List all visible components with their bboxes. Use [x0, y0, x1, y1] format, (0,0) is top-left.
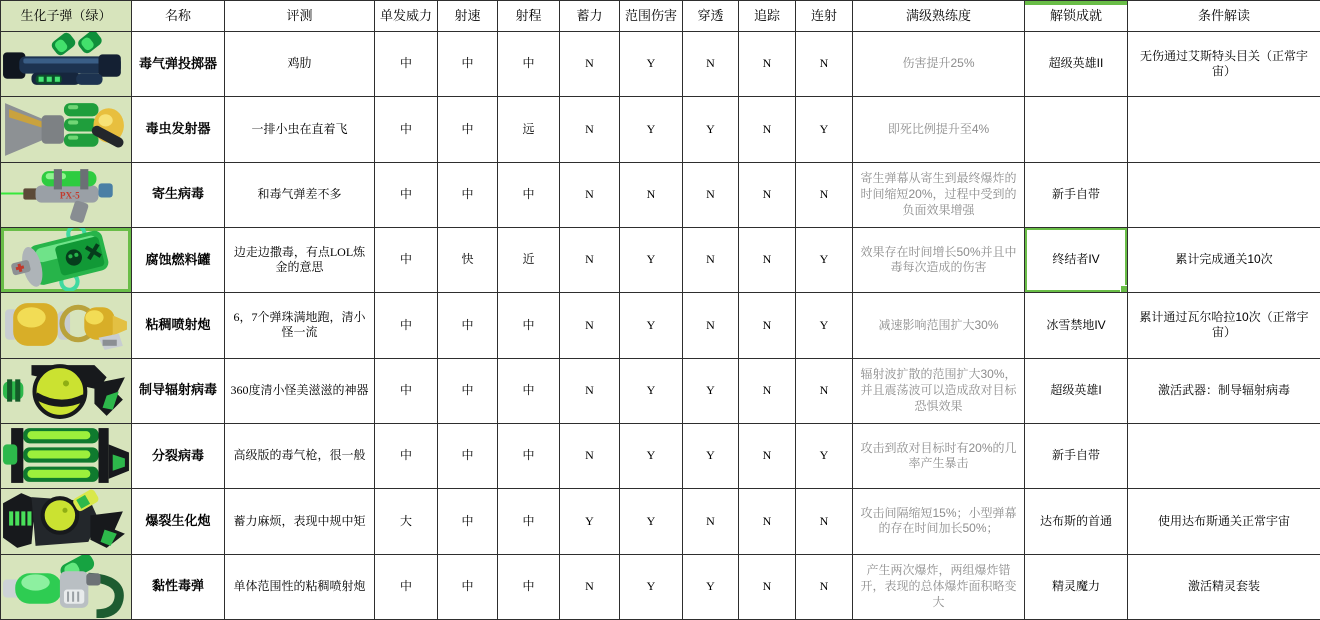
- charge-cell[interactable]: N: [560, 554, 620, 619]
- burst-cell[interactable]: Y: [796, 227, 853, 292]
- weapon-name-cell[interactable]: 寄生病毒: [132, 162, 225, 227]
- fire-rate-cell[interactable]: 中: [438, 358, 498, 423]
- proficiency-cell[interactable]: 辐射波扩散的范围扩大30%，并且震荡波可以造成敌对目标恐惧效果: [853, 358, 1025, 423]
- weapon-review-cell[interactable]: 和毒气弹差不多: [225, 162, 375, 227]
- power-cell[interactable]: 中: [375, 423, 438, 488]
- power-cell[interactable]: 中: [375, 554, 438, 619]
- achievement-cell[interactable]: 超级英雄II: [1025, 32, 1128, 97]
- condition-cell[interactable]: 累计通过瓦尔哈拉10次（正常宇宙）: [1128, 293, 1320, 358]
- pierce-cell[interactable]: N: [683, 227, 739, 292]
- weapon-name-cell[interactable]: 爆裂生化炮: [132, 489, 225, 554]
- table-row: [1, 293, 1320, 358]
- table-row: [1, 554, 1320, 619]
- pierce-cell[interactable]: N: [683, 489, 739, 554]
- gas-bomb-launcher-icon: [1, 32, 131, 96]
- bug-launcher-icon: [1, 97, 131, 161]
- weapon-image-cell[interactable]: [1, 489, 132, 554]
- burst-cell[interactable]: N: [796, 32, 853, 97]
- weapon-image-cell[interactable]: [1, 227, 132, 292]
- col-header-name[interactable]: 名称: [132, 1, 225, 32]
- table-row: [1, 358, 1320, 423]
- fire-rate-cell[interactable]: 中: [438, 293, 498, 358]
- col-header-aoe[interactable]: 范围伤害: [620, 1, 683, 32]
- weapon-review-cell[interactable]: 6，7个弹珠满地跑，清小怪一流: [225, 293, 375, 358]
- weapon-image-cell[interactable]: [1, 554, 132, 619]
- weapon-review-cell[interactable]: 边走边撒毒，有点LOL炼金的意思: [225, 227, 375, 292]
- burst-cell[interactable]: N: [796, 554, 853, 619]
- pierce-cell[interactable]: Y: [683, 423, 739, 488]
- svg-text:PX-5: PX-5: [59, 190, 80, 201]
- achievement-cell[interactable]: 冰雪禁地IV: [1025, 293, 1128, 358]
- fire-rate-cell[interactable]: 中: [438, 97, 498, 162]
- weapon-review-cell[interactable]: 一排小虫在直着飞: [225, 97, 375, 162]
- table-header-row: [1, 1, 1320, 32]
- col-header-proficiency[interactable]: 满级熟练度: [853, 1, 1025, 32]
- proficiency-cell[interactable]: 产生两次爆炸，两组爆炸错开，表现的总体爆炸面积略变大: [853, 554, 1025, 619]
- weapon-name-cell[interactable]: 黏性毒弹: [132, 554, 225, 619]
- weapon-image-cell[interactable]: [1, 293, 132, 358]
- proficiency-cell[interactable]: 效果存在时间增长50%并且中毒每次造成的伤害: [853, 227, 1025, 292]
- range-cell[interactable]: 近: [498, 227, 560, 292]
- col-header-charge[interactable]: 蓄力: [560, 1, 620, 32]
- track-cell[interactable]: N: [739, 554, 796, 619]
- proficiency-cell[interactable]: 即死比例提升至4%: [853, 97, 1025, 162]
- pierce-cell[interactable]: Y: [683, 97, 739, 162]
- sticky-spray-cannon-icon: [1, 293, 131, 357]
- track-cell[interactable]: N: [739, 293, 796, 358]
- achievement-cell[interactable]: 终结者IV: [1025, 227, 1128, 292]
- weapon-image-cell[interactable]: [1, 423, 132, 488]
- power-cell[interactable]: 中: [375, 227, 438, 292]
- power-cell[interactable]: 中: [375, 97, 438, 162]
- track-cell[interactable]: N: [739, 227, 796, 292]
- fire-rate-cell[interactable]: 中: [438, 489, 498, 554]
- track-cell[interactable]: N: [739, 162, 796, 227]
- track-cell[interactable]: N: [739, 97, 796, 162]
- weapon-name-cell[interactable]: 毒气弹投掷器: [132, 32, 225, 97]
- aoe-cell[interactable]: Y: [620, 358, 683, 423]
- condition-cell[interactable]: [1128, 162, 1320, 227]
- pierce-cell[interactable]: N: [683, 32, 739, 97]
- parasite-virus-icon: [1, 163, 131, 227]
- weapon-name-cell[interactable]: 分裂病毒: [132, 423, 225, 488]
- aoe-cell[interactable]: Y: [620, 489, 683, 554]
- achievement-cell[interactable]: 超级英雄I: [1025, 358, 1128, 423]
- condition-cell[interactable]: 累计完成通关10次: [1128, 227, 1320, 292]
- burst-cell[interactable]: N: [796, 162, 853, 227]
- condition-cell[interactable]: 无伤通过艾斯特头目关（正常宇宙）: [1128, 32, 1320, 97]
- weapon-image-cell[interactable]: [1, 162, 132, 227]
- range-cell[interactable]: 中: [498, 423, 560, 488]
- col-header-category[interactable]: 生化子弹（绿）: [1, 1, 132, 32]
- track-cell[interactable]: N: [739, 32, 796, 97]
- charge-cell[interactable]: N: [560, 97, 620, 162]
- track-cell[interactable]: N: [739, 489, 796, 554]
- charge-cell[interactable]: N: [560, 162, 620, 227]
- range-cell[interactable]: 中: [498, 554, 560, 619]
- proficiency-cell[interactable]: 伤害提升25%: [853, 32, 1025, 97]
- aoe-cell[interactable]: Y: [620, 423, 683, 488]
- fire-rate-cell[interactable]: 中: [438, 32, 498, 97]
- table-row: [1, 32, 1320, 97]
- fire-rate-cell[interactable]: 中: [438, 554, 498, 619]
- weapon-image-cell[interactable]: [1, 32, 132, 97]
- sticky-poison-bomb-icon: [1, 555, 131, 619]
- guided-radiation-virus-icon: [1, 359, 131, 423]
- range-cell[interactable]: 远: [498, 97, 560, 162]
- condition-cell[interactable]: 使用达布斯通关正常宇宙: [1128, 489, 1320, 554]
- power-cell[interactable]: 中: [375, 293, 438, 358]
- aoe-cell[interactable]: N: [620, 162, 683, 227]
- pierce-cell[interactable]: Y: [683, 358, 739, 423]
- track-cell[interactable]: N: [739, 423, 796, 488]
- weapon-review-cell[interactable]: 高级版的毒气枪，很一般: [225, 423, 375, 488]
- aoe-cell[interactable]: Y: [620, 32, 683, 97]
- col-header-burst[interactable]: 连射: [796, 1, 853, 32]
- corrosive-fuel-tank-icon: [1, 228, 131, 292]
- weapon-review-cell[interactable]: 蓄力麻烦，表现中规中矩: [225, 489, 375, 554]
- charge-cell[interactable]: N: [560, 293, 620, 358]
- table-body: [1, 32, 1320, 620]
- condition-cell[interactable]: 激活精灵套装: [1128, 554, 1320, 619]
- weapon-review-cell[interactable]: 鸡肋: [225, 32, 375, 97]
- table-row: [1, 97, 1320, 162]
- weapon-image-cell[interactable]: [1, 97, 132, 162]
- power-cell[interactable]: 中: [375, 162, 438, 227]
- col-header-condition[interactable]: 条件解读: [1128, 1, 1320, 32]
- condition-cell[interactable]: [1128, 97, 1320, 162]
- burst-cell[interactable]: Y: [796, 97, 853, 162]
- aoe-cell[interactable]: Y: [620, 227, 683, 292]
- proficiency-cell[interactable]: 减速影响范围扩大30%: [853, 293, 1025, 358]
- split-virus-icon: [1, 424, 131, 488]
- burst-cell[interactable]: N: [796, 358, 853, 423]
- col-header-range[interactable]: 射程: [498, 1, 560, 32]
- condition-cell[interactable]: [1128, 423, 1320, 488]
- range-cell[interactable]: 中: [498, 358, 560, 423]
- col-header-power[interactable]: 单发威力: [375, 1, 438, 32]
- burst-biochem-cannon-icon: [1, 489, 131, 553]
- table-row: [1, 227, 1320, 292]
- table-row: [1, 162, 1320, 227]
- burst-cell[interactable]: N: [796, 489, 853, 554]
- power-cell[interactable]: 中: [375, 358, 438, 423]
- col-header-achievement[interactable]: 解锁成就: [1025, 1, 1128, 32]
- pierce-cell[interactable]: N: [683, 293, 739, 358]
- table-row: [1, 423, 1320, 488]
- burst-cell[interactable]: Y: [796, 423, 853, 488]
- range-cell[interactable]: 中: [498, 293, 560, 358]
- weapon-name-cell[interactable]: 制导辐射病毒: [132, 358, 225, 423]
- power-cell[interactable]: 中: [375, 32, 438, 97]
- achievement-cell[interactable]: 新手自带: [1025, 423, 1128, 488]
- proficiency-cell[interactable]: 攻击间隔缩短15%；小型弹幕的存在时间加长50%；: [853, 489, 1025, 554]
- proficiency-cell[interactable]: 寄生弹幕从寄生到最终爆炸的时间缩短20%，过程中受到的负面效果增强: [853, 162, 1025, 227]
- weapon-review-cell[interactable]: 360度清小怪美滋滋的神器: [225, 358, 375, 423]
- aoe-cell[interactable]: Y: [620, 97, 683, 162]
- charge-cell[interactable]: N: [560, 358, 620, 423]
- col-header-fire-rate[interactable]: 射速: [438, 1, 498, 32]
- burst-cell[interactable]: Y: [796, 293, 853, 358]
- weapon-name-cell[interactable]: 毒虫发射器: [132, 97, 225, 162]
- charge-cell[interactable]: N: [560, 423, 620, 488]
- aoe-cell[interactable]: Y: [620, 554, 683, 619]
- condition-cell[interactable]: 激活武器：制导辐射病毒: [1128, 358, 1320, 423]
- charge-cell[interactable]: N: [560, 32, 620, 97]
- range-cell[interactable]: 中: [498, 162, 560, 227]
- col-header-pierce[interactable]: 穿透: [683, 1, 739, 32]
- charge-cell[interactable]: Y: [560, 489, 620, 554]
- fire-rate-cell[interactable]: 中: [438, 162, 498, 227]
- achievement-cell[interactable]: 新手自带: [1025, 162, 1128, 227]
- weapon-name-cell[interactable]: 腐蚀燃料罐: [132, 227, 225, 292]
- pierce-cell[interactable]: Y: [683, 554, 739, 619]
- aoe-cell[interactable]: Y: [620, 293, 683, 358]
- power-cell[interactable]: 大: [375, 489, 438, 554]
- range-cell[interactable]: 中: [498, 489, 560, 554]
- achievement-cell[interactable]: [1025, 97, 1128, 162]
- weapon-image-cell[interactable]: [1, 358, 132, 423]
- fire-rate-cell[interactable]: 快: [438, 227, 498, 292]
- achievement-cell[interactable]: 精灵魔力: [1025, 554, 1128, 619]
- track-cell[interactable]: N: [739, 358, 796, 423]
- col-header-review[interactable]: 评测: [225, 1, 375, 32]
- col-header-track[interactable]: 追踪: [739, 1, 796, 32]
- pierce-cell[interactable]: N: [683, 162, 739, 227]
- table-row: [1, 489, 1320, 554]
- range-cell[interactable]: 中: [498, 32, 560, 97]
- weapon-name-cell[interactable]: 粘稠喷射炮: [132, 293, 225, 358]
- proficiency-cell[interactable]: 攻击到敌对目标时有20%的几率产生暴击: [853, 423, 1025, 488]
- achievement-cell[interactable]: 达布斯的首通: [1025, 489, 1128, 554]
- charge-cell[interactable]: N: [560, 227, 620, 292]
- weapon-review-cell[interactable]: 单体范围性的粘稠喷射炮: [225, 554, 375, 619]
- fire-rate-cell[interactable]: 中: [438, 423, 498, 488]
